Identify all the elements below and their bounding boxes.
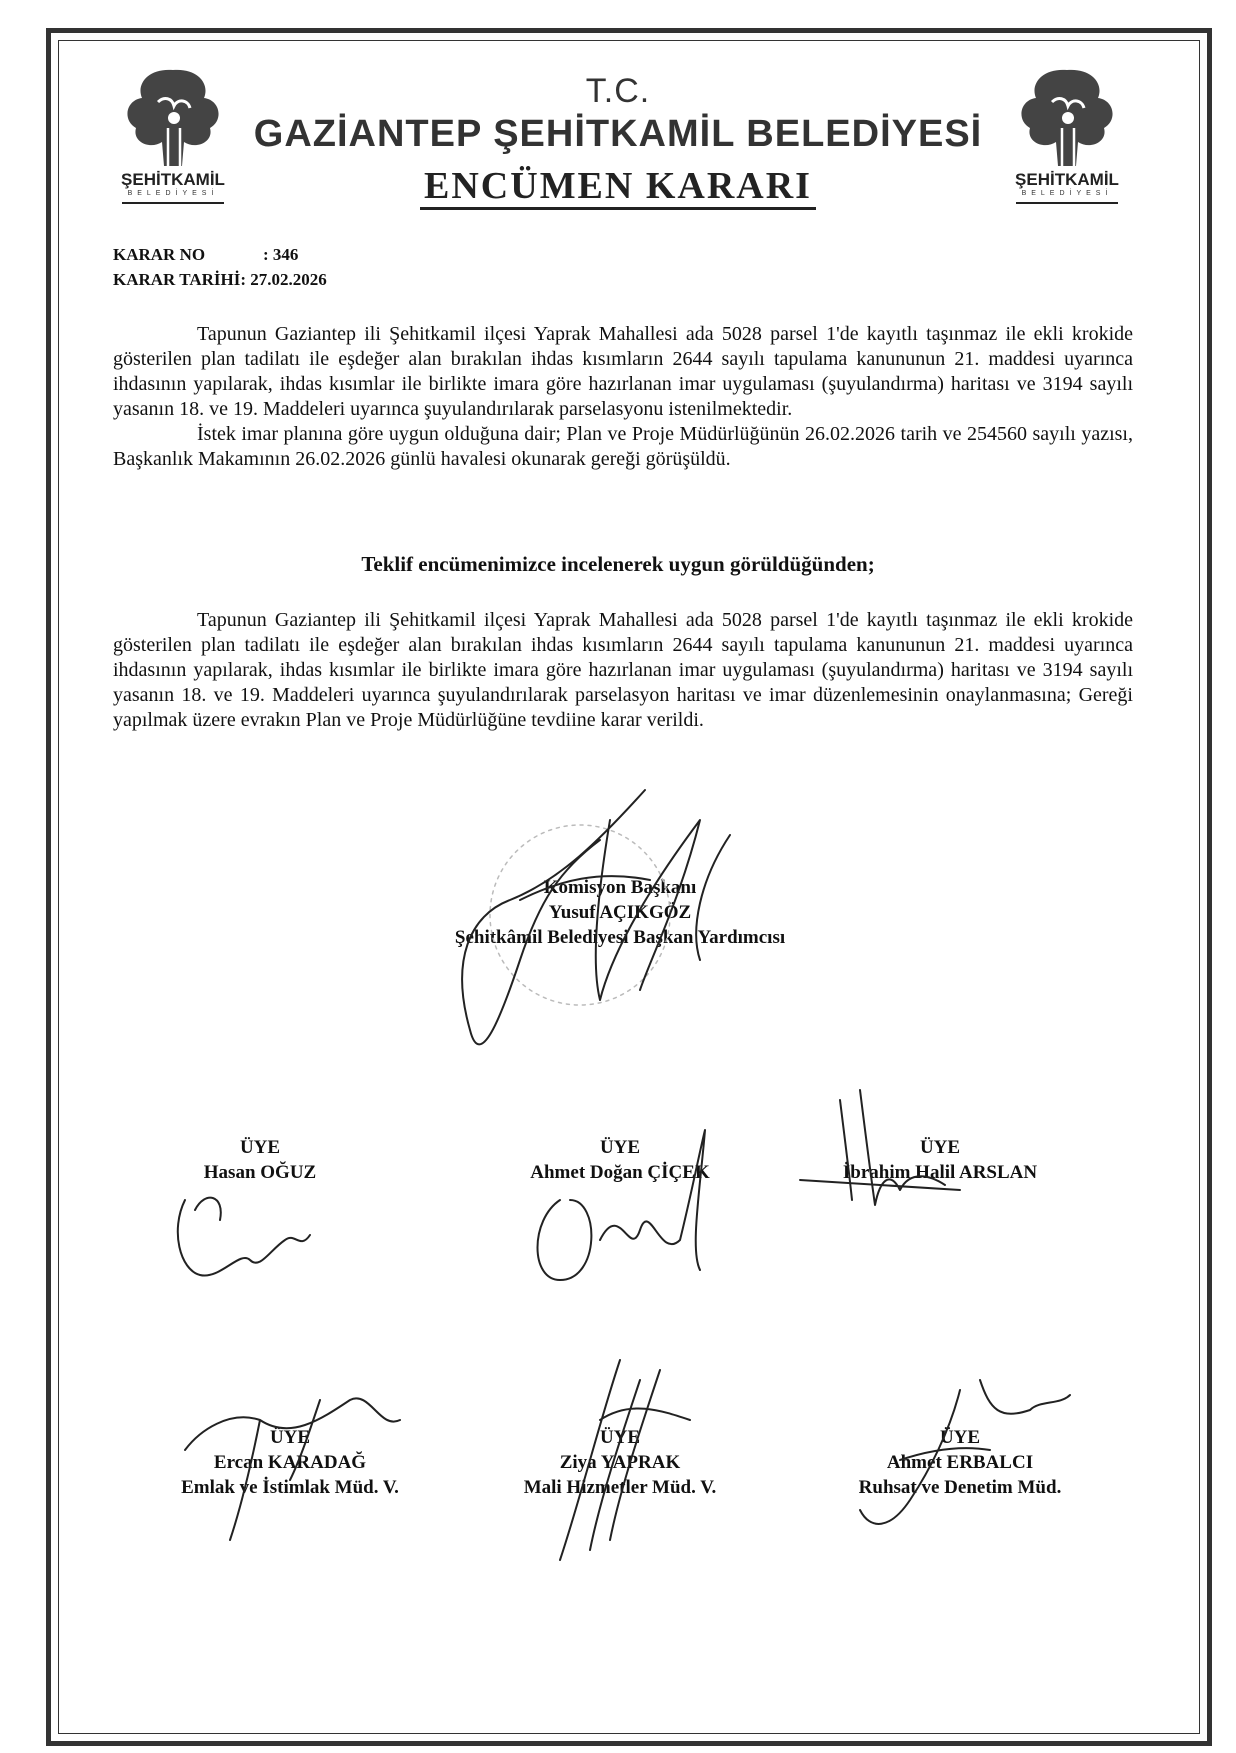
member-signature-6 [860, 1380, 1070, 1524]
member-role: ÜYE [239, 1137, 281, 1158]
document-title-text: ENCÜMEN KARARI [420, 165, 816, 210]
member-signature-4 [185, 1398, 400, 1540]
member-signature-1 [178, 1198, 310, 1276]
decision-number-label: KARAR NO [113, 245, 206, 264]
chair-title: Şehitkâmil Belediyesi Başkan Yardımcısı [454, 927, 786, 948]
chair-role: Komisyon Başkanı [543, 877, 697, 898]
paragraph-review: İstek imar planına göre uygun olduğuna dair; Plan ve Proje Müdürlüğünün 26.02.2026 tarih ve 254560 sayılı yazısı, Başkanlık Makamının 26.02.2026 günlü havalesi okunarak gereği görüşüldü. [113, 423, 1133, 470]
logo-subtitle: BELEDİYESİ [1021, 190, 1113, 197]
decision-date-value: 27.02.2026 [250, 270, 327, 289]
logo-name: ŞEHİTKAMİL [121, 170, 225, 189]
decision-number-value: : 346 [263, 245, 299, 264]
member-signature-3 [800, 1090, 960, 1205]
member-role: ÜYE [269, 1427, 311, 1448]
resolution-heading: Teklif encümenimizce incelenerek uygun görüldüğünden; [361, 552, 875, 576]
member-name: Ahmet Doğan ÇİÇEK [530, 1162, 710, 1183]
header-tc: T.C. [585, 72, 651, 110]
member-name: Ziya YAPRAK [559, 1452, 681, 1473]
member-role: ÜYE [599, 1137, 641, 1158]
stamp-seal [490, 825, 670, 1005]
member-name: İbrahim Halil ARSLAN [842, 1162, 1038, 1183]
member-signature-2 [538, 1130, 706, 1280]
chair-name: Yusuf AÇIKGÖZ [548, 902, 692, 923]
member-title: Ruhsat ve Denetim Müd. [858, 1477, 1062, 1498]
member-name: Hasan OĞUZ [203, 1162, 317, 1183]
chair-signature [462, 790, 730, 1044]
decision-date-label: KARAR TARİHİ: [113, 270, 247, 289]
member-title: Emlak ve İstimlak Müd. V. [181, 1477, 399, 1498]
member-role: ÜYE [599, 1427, 641, 1448]
member-name: Ercan KARADAĞ [213, 1452, 367, 1473]
member-title: Mali Hizmetler Müd. V. [523, 1477, 717, 1498]
logo-subtitle: BELEDİYESİ [127, 190, 219, 197]
paragraph-resolution: Tapunun Gaziantep ili Şehitkamil ilçesi Yaprak Mahallesi ada 5028 parsel 1'de kayıtlı taşınmaz ile ekli krokide gösterilen plan tadilatı ile eşdeğer alan bırakılan ihdas kısımların 2644 sayılı tapulama kanununun 21. maddesi uyarınca ihdasının yapılarak, ihdas kısımlar ile birlikte imara göre hazırlanan imar uygulaması (şuyulandırma) haritası ve 3194 sayılı yasanın 18. ve 19. Maddeleri uyarınca şuyulandırılarak parselasyon haritası ve imar düzenlemesinin onaylanmasına; Gereği yapılmak üzere evrakın Plan ve Proje Müdürlüğüne tevdiine karar verildi. [113, 609, 1133, 731]
member-name: Ahmet ERBALCI [886, 1452, 1034, 1473]
paragraph-request: Tapunun Gaziantep ili Şehitkamil ilçesi Yaprak Mahallesi ada 5028 parsel 1'de kayıtlı taşınmaz ile ekli krokide gösterilen plan tadilatı ile eşdeğer alan bırakılan ihdas kısımların 2644 sayılı tapulama kanununun 21. maddesi uyarınca ihdasının yapılarak, ihdas kısımlar ile birlikte imara göre hazırlanan imar uygulaması (şuyulandırma) haritası ve 3194 sayılı yasanın 18. ve 19. Maddeleri uyarınca şuyulandırılarak parselasyonu istenilmektedir. [113, 323, 1133, 420]
member-role: ÜYE [919, 1137, 961, 1158]
member-signature-5 [560, 1360, 690, 1560]
logo-name: ŞEHİTKAMİL [1015, 170, 1119, 189]
header-municipality: GAZİANTEP ŞEHİTKAMİL BELEDİYESİ [253, 113, 983, 155]
member-role: ÜYE [939, 1427, 981, 1448]
